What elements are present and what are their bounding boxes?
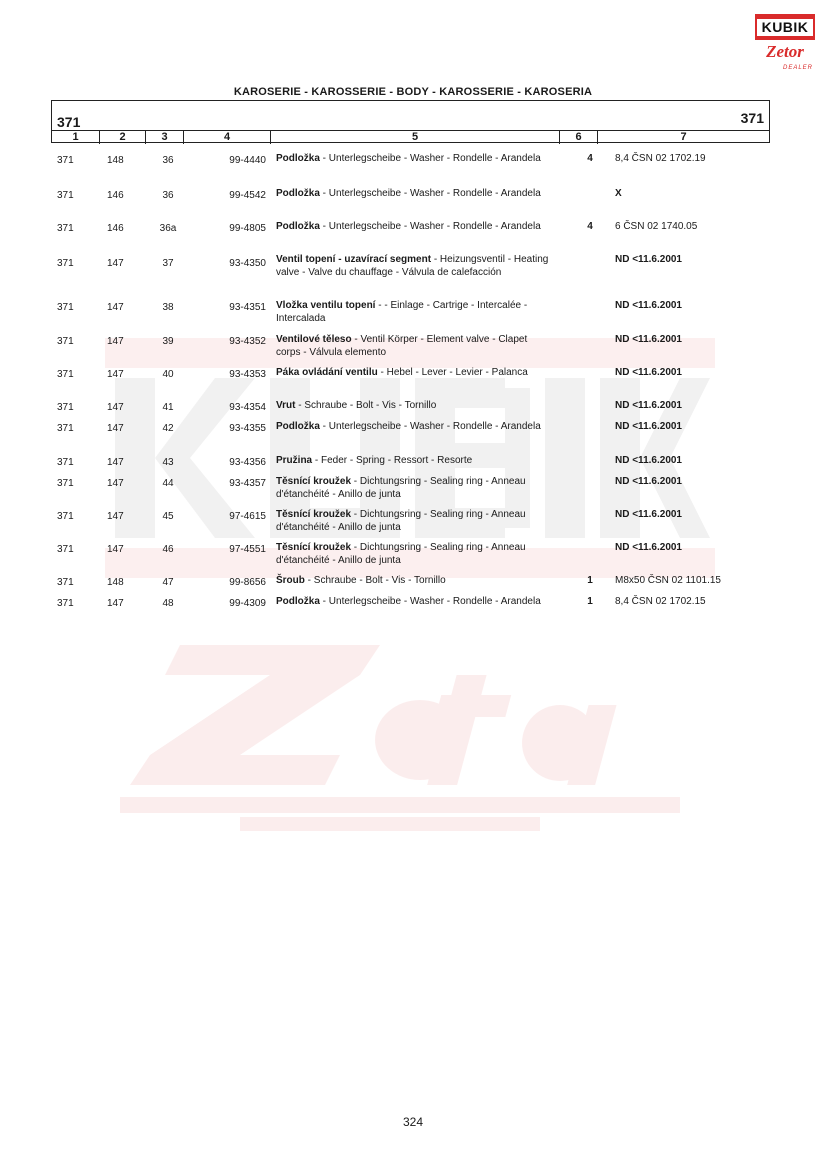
cell-description <box>276 367 554 380</box>
cell-col2: 147 <box>107 402 124 413</box>
cell-col2: 147 <box>107 511 124 522</box>
part-translations: - Schraube - Bolt - Vis - Tornillo <box>295 400 437 411</box>
cell-col1: 371 <box>57 598 74 609</box>
cell-col1: 371 <box>57 190 74 201</box>
cell-part-number: 99-4805 <box>229 223 266 234</box>
cell-col1: 371 <box>57 302 74 313</box>
cell-description <box>276 334 554 359</box>
cell-note: 6 ČSN 02 1740.05 <box>615 221 698 232</box>
kubik-zetor-logo <box>755 14 815 74</box>
cell-col1: 371 <box>57 423 74 434</box>
cell-position: 44 <box>162 478 174 489</box>
cell-part-number: 97-4551 <box>229 544 266 555</box>
cell-note: ND <11.6.2001 <box>615 367 682 378</box>
cell-col2: 148 <box>107 577 124 588</box>
cell-position: 47 <box>162 577 174 588</box>
cell-description <box>276 509 554 534</box>
part-translations: - Dichtungsring - Sealing ring - Anneau d'étanchéité - Anillo de junta <box>276 542 526 566</box>
cell-col2: 147 <box>107 336 124 347</box>
column-header-3: 3 <box>146 131 184 144</box>
cell-description <box>276 596 554 609</box>
part-name: Šroub <box>276 575 305 586</box>
cell-part-number: 93-4356 <box>229 457 266 468</box>
cell-quantity: 4 <box>587 153 593 164</box>
table-header <box>51 100 770 143</box>
part-translations: - - Einlage - Cartrige - Intercalée - Intercalada <box>276 300 528 324</box>
cell-description <box>276 254 554 279</box>
column-header-6: 6 <box>560 131 598 144</box>
logo-dealer-text: DEALER <box>782 65 813 71</box>
part-translations: - Hebel - Lever - Levier - Palanca <box>377 367 528 378</box>
cell-quantity: 4 <box>587 221 593 232</box>
cell-col1: 371 <box>57 577 74 588</box>
cell-position: 43 <box>162 457 174 468</box>
cell-description <box>276 575 554 588</box>
part-name: Páka ovládání ventilu <box>276 367 378 378</box>
part-name: Těsnící kroužek <box>276 542 352 553</box>
part-name: Podložka <box>276 153 320 164</box>
cell-part-number: 93-4352 <box>229 336 266 347</box>
cell-note: ND <11.6.2001 <box>615 455 682 466</box>
part-name: Podložka <box>276 421 320 432</box>
cell-note: ND <11.6.2001 <box>615 476 682 487</box>
cell-col2: 147 <box>107 258 124 269</box>
zetor-dealer-watermark <box>120 625 680 835</box>
part-translations: - Feder - Spring - Ressort - Resorte <box>312 455 473 466</box>
cell-position: 36 <box>162 155 174 166</box>
cell-col1: 371 <box>57 478 74 489</box>
cell-part-number: 99-8656 <box>229 577 266 588</box>
part-name: Ventilové těleso <box>276 334 352 345</box>
cell-part-number: 99-4440 <box>229 155 266 166</box>
cell-col1: 371 <box>57 223 74 234</box>
cell-position: 36a <box>159 223 177 234</box>
cell-col2: 146 <box>107 190 124 201</box>
cell-col2: 147 <box>107 423 124 434</box>
cell-col1: 371 <box>57 369 74 380</box>
cell-col1: 371 <box>57 402 74 413</box>
cell-col2: 148 <box>107 155 124 166</box>
cell-part-number: 99-4542 <box>229 190 266 201</box>
part-translations: - Ventil Körper - Element valve - Clapet corps - Válvula elemento <box>276 334 528 358</box>
part-name: Těsnící kroužek <box>276 509 352 520</box>
page-title: KAROSERIE - KAROSSERIE - BODY - KAROSSERIE - KAROSERIA <box>233 86 593 98</box>
part-translations: - Dichtungsring - Sealing ring - Anneau d'étanchéité - Anillo de junta <box>276 476 526 500</box>
cell-description <box>276 221 554 234</box>
cell-position: 41 <box>162 402 174 413</box>
cell-col2: 147 <box>107 598 124 609</box>
cell-col2: 146 <box>107 223 124 234</box>
cell-description <box>276 400 554 413</box>
cell-description <box>276 542 554 567</box>
cell-description <box>276 300 554 325</box>
cell-col1: 371 <box>57 457 74 468</box>
cell-part-number: 93-4351 <box>229 302 266 313</box>
part-name: Podložka <box>276 596 320 607</box>
part-translations: - Unterlegscheibe - Washer - Rondelle - Arandela <box>319 421 541 432</box>
cell-position: 46 <box>162 544 174 555</box>
cell-col1: 371 <box>57 511 74 522</box>
cell-note: ND <11.6.2001 <box>615 542 682 553</box>
cell-col1: 371 <box>57 258 74 269</box>
cell-note: ND <11.6.2001 <box>615 400 682 411</box>
cell-part-number: 93-4353 <box>229 369 266 380</box>
part-translations: - Schraube - Bolt - Vis - Tornillo <box>304 575 446 586</box>
cell-quantity: 1 <box>587 575 593 586</box>
part-translations: - Unterlegscheibe - Washer - Rondelle - Arandela <box>319 188 541 199</box>
cell-description <box>276 455 554 468</box>
cell-col1: 371 <box>57 155 74 166</box>
part-translations: - Dichtungsring - Sealing ring - Anneau d'étanchéité - Anillo de junta <box>276 509 526 533</box>
cell-note: ND <11.6.2001 <box>615 300 682 311</box>
column-header-1: 1 <box>52 131 100 144</box>
column-header-7: 7 <box>680 131 687 143</box>
section-number-right: 371 <box>740 110 764 126</box>
cell-note: M8x50 ČSN 02 1101.15 <box>615 575 721 586</box>
cell-position: 38 <box>162 302 174 313</box>
cell-col2: 147 <box>107 478 124 489</box>
cell-part-number: 93-4355 <box>229 423 266 434</box>
cell-position: 42 <box>162 423 174 434</box>
cell-description <box>276 188 554 201</box>
part-name: Ventil topení - uzavírací segment <box>276 254 432 265</box>
cell-description <box>276 476 554 501</box>
cell-note: ND <11.6.2001 <box>615 509 682 520</box>
part-name: Podložka <box>276 188 320 199</box>
cell-part-number: 97-4615 <box>229 511 266 522</box>
cell-position: 36 <box>162 190 174 201</box>
cell-description <box>276 421 554 434</box>
cell-quantity: 1 <box>587 596 593 607</box>
cell-note: X <box>615 188 622 199</box>
cell-note: 8,4 ČSN 02 1702.15 <box>615 596 706 607</box>
cell-note: 8,4 ČSN 02 1702.19 <box>615 153 706 164</box>
column-header-4: 4 <box>184 131 271 144</box>
part-translations: - Unterlegscheibe - Washer - Rondelle - Arandela <box>319 596 541 607</box>
logo-kubik-text: KUBIK <box>757 19 813 36</box>
part-translations: - Unterlegscheibe - Washer - Rondelle - Arandela <box>319 221 541 232</box>
cell-note: ND <11.6.2001 <box>615 254 682 265</box>
cell-col1: 371 <box>57 336 74 347</box>
part-translations: - Heizungsventil - Heating valve - Valve du chauffage - Válvula de calefacción <box>276 254 549 278</box>
part-name: Vrut <box>276 400 296 411</box>
cell-col2: 147 <box>107 302 124 313</box>
cell-position: 48 <box>162 598 174 609</box>
part-name: Těsnící kroužek <box>276 476 352 487</box>
part-name: Pružina <box>276 455 313 466</box>
section-number-left: 371 <box>57 114 81 130</box>
logo-zetor-text: Zetor <box>766 42 804 61</box>
cell-note: ND <11.6.2001 <box>615 421 682 432</box>
cell-part-number: 93-4354 <box>229 402 266 413</box>
cell-part-number: 93-4350 <box>229 258 266 269</box>
part-name: Vložka ventilu topení <box>276 300 376 311</box>
page-number: 324 <box>402 1115 424 1129</box>
cell-col2: 147 <box>107 544 124 555</box>
cell-position: 40 <box>162 369 174 380</box>
cell-part-number: 93-4357 <box>229 478 266 489</box>
cell-col2: 147 <box>107 457 124 468</box>
cell-col1: 371 <box>57 544 74 555</box>
cell-part-number: 99-4309 <box>229 598 266 609</box>
part-name: Podložka <box>276 221 320 232</box>
part-translations: - Unterlegscheibe - Washer - Rondelle - Arandela <box>319 153 541 164</box>
column-headers <box>52 130 769 144</box>
cell-note: ND <11.6.2001 <box>615 334 682 345</box>
cell-position: 45 <box>162 511 174 522</box>
column-header-2: 2 <box>100 131 146 144</box>
column-header-5: 5 <box>271 131 560 144</box>
cell-position: 39 <box>162 336 174 347</box>
cell-col2: 147 <box>107 369 124 380</box>
cell-position: 37 <box>162 258 174 269</box>
cell-description <box>276 153 554 166</box>
